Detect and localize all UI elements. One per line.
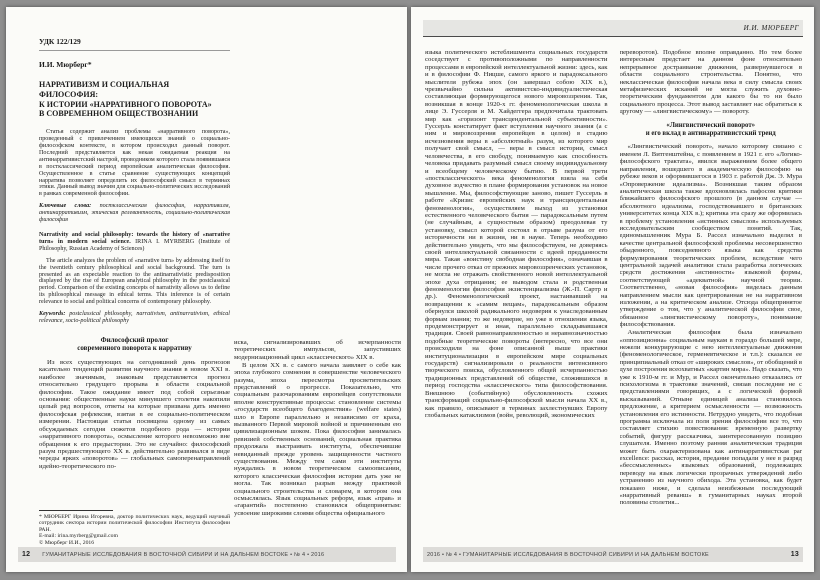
right-page-column-2 bbox=[620, 49, 803, 545]
keywords-english bbox=[39, 311, 230, 325]
page-left bbox=[6, 7, 407, 572]
article-title-line: НАРРАТИВИЗМ И СОЦИАЛЬНАЯ ФИЛОСОФИЯ: bbox=[39, 80, 170, 99]
author-name: И.И. Мюрберг* bbox=[39, 60, 92, 69]
body-paragraph: Аналитическая философия была изначально «оппозиционна» социальным наукам в гораздо большей мере, нежели конкурирующие с нею интеллектуальные движения (феноменологическое, герменевтическое и т.п.): сказался ее принципиальный отказ от «широких смыслов», от обобщений в духе построения всеохватных «картин мира». Надо сказать, что уже к 1910-м гг. и Мур, и Рассел окончательно отказались от психологизма в трактовке значений, связав последние не с представлениями говорящих, а с логической формой высказываний. Отныне единицей анализа становилось предложение, а критерием осмысленности — возможность установления его истинности. Нетрудно увидеть, что подобная программа исключала из поля зрения философии все то, что составляет стихию повествования: временную развертку событий, фигуру рассказчика, заинтересованную позицию слушателя. Именно поэтому ранняя аналитическая традиция может быть охарактеризована как антинарративистская par excellence: рассказ, история, предание попадали у нее в разряд «бессмысленных» языковых образований, подлежащих переводу на язык логически прозрачных утверждений либо устранению из научного обихода. Эта установка, как будет показано ниже, и сделала неизбежным последующий «нарративный реванш» в гуманитарных науках второй половины столетия... bbox=[619, 329, 802, 507]
keywords-english-list: postclassical philosophy, narrativism, antinarrativism, ethical relevance, socio-political philosophy bbox=[39, 311, 230, 324]
footnote-author-info: * МЮРБЕРГ Ирина Игоревна, доктор политических наук, ведущий научный сотрудник сектора истории политической философии Института философии РАН. bbox=[39, 513, 230, 533]
abstract-english: The article analyzes the problem of «narrative turn» by addressing itself to the twentieth century philosophical and social background. The turn is presented as an expectable reaction to the antinarrativistic predisposition displayed by the rise of European analytical philosophy in the postclassical period. Comparison of the existing concepts of narrativity allows us to define its philosophical message in ethical terms. This inference is of certain relevance to social and political concerns of contemporary philosophy. bbox=[39, 257, 230, 306]
abstract-russian: Статья содержит анализ проблемы «нарративного поворота», проведенный с привлечением имеющихся знаний о социально-философском контексте, в котором происходил данный поворот. Последний представляется как некая ожидаемая реакция на антинарративистский настрой, проводником которого стала появившаяся в постклассический период европейская аналитическая философия. Осуществленное в статье сравнение существующих концепций нарратива позволяет определить их философский смысл в терминах этики. Данный вывод значим для социально-политических исследований в рамках современной философии. bbox=[39, 129, 230, 198]
article-title bbox=[39, 80, 230, 119]
page-number: 13 bbox=[790, 551, 799, 558]
udc-code: УДК 122/129 bbox=[39, 37, 81, 46]
article-title-line: В СОВРЕМЕННОМ ОБЩЕСТВОЗНАНИИ bbox=[39, 109, 199, 119]
article-title-english bbox=[39, 232, 230, 253]
article-title-line: К ИСТОРИИ «НАРРАТИВНОГО ПОВОРОТА» bbox=[39, 99, 212, 109]
running-head-band bbox=[423, 20, 803, 37]
footnote bbox=[39, 510, 230, 546]
section-heading-line: современного поворота к нарративу bbox=[77, 344, 192, 353]
footnote-divider bbox=[39, 510, 113, 511]
body-paragraph: Из всех существующих на сегодняшний день прогнозов касательно тенденций развития научного знания в новом XXI в. наиболее значимым, знаковым представляется прогноз относительно грядущего прорыва в области социальной философии. Такое ожидание имеет под собой серьезные основания: общественные науки минувшего столетия накопили целый ряд вопросов, ответы на которые призвана дать именно философская рефлексия, взятая в ее социально-политическом измерении. Настоящая статья посвящена одному из самых обсуждаемых сегодня сюжетов подобного рода — истории «нарративного поворота», осмысление которого невозможно вне обращения к его предыстории. Это не случайно: философский разум предшествующего XX в. действительно развивался в виде череды ярких «поворотов» — глобальных самоперенаправлений идейно-теоретического по- bbox=[39, 359, 230, 470]
footnote-email: E-mail: irina.myrberg@gmail.com bbox=[39, 533, 118, 540]
section-heading bbox=[39, 336, 230, 353]
running-head: И.И. МЮРБЕРГ bbox=[743, 24, 799, 32]
body-paragraph: переворотов). Подобное вполне оправданно. Но тем более интересным предстает на данном фоне относительно непрерывное достраивание движения, развернувшегося в области социального строительства. Понятно, что неклассическая философия начала века в силу смысла своих метафизических исканий не могла служить духовно-теоретическим фундаментом для какого бы то ни было социального процесса. Этот вывод заставляет нас обратиться к другому — «лингвистическому» — повороту. bbox=[619, 49, 802, 116]
right-page-column-1 bbox=[425, 49, 608, 545]
page-footer-left bbox=[18, 547, 396, 562]
keywords-russian-label: Ключевые слова: bbox=[39, 203, 92, 210]
keywords-russian-list: постклассическая философия, нарративизм, антинарративизм, этическая релевантность, социально-политическая философия bbox=[39, 203, 230, 224]
subsection-heading-line: и его вклад в антинарративистский тренд bbox=[645, 130, 776, 138]
article-title-english-text: Narrativity and social philosophy: towards the history of «narrative turn» in modern social science. bbox=[39, 231, 230, 245]
right-page-columns bbox=[425, 49, 802, 545]
journal-title: ГУМАНИТАРНЫЕ ИССЛЕДОВАНИЯ В ВОСТОЧНОЙ СИБИРИ И НА ДАЛЬНЕМ ВОСТОКЕ • № 4 • 2016 bbox=[42, 551, 325, 558]
keywords-english-label: Keywords: bbox=[39, 311, 66, 318]
page-footer-right bbox=[423, 547, 803, 562]
body-paragraph: иска, сигнализировавших об исчерпанности теоретических импульсов, запустивших модернизационный цикл «классического» XIX в. bbox=[234, 339, 401, 361]
page-right bbox=[411, 7, 814, 572]
page-number: 12 bbox=[22, 551, 31, 558]
journal-title: 2016 • № 4 • ГУМАНИТАРНЫЕ ИССЛЕДОВАНИЯ В ВОСТОЧНОЙ СИБИРИ И НА ДАЛЬНЕМ ВОСТОКЕ bbox=[427, 551, 709, 558]
keywords-russian bbox=[39, 203, 230, 224]
subsection-heading bbox=[620, 122, 803, 139]
body-paragraph: «Лингвистический поворот», начало которому связано с именем Л. Витгенштейна, с появлением в 1921 г. его «Логико-философского трактата», явился выражением более общего направления, вошедшего в академическую философию на рубеже веков и оформившегося в 1903 г. работой Дж. Э. Мура «Опровержение идеализма». Возникшая таким образом аналитическая школа также вдохновлялась пафосом критики ближайшего философского прошлого (в данном случае — абсолютного идеализма, господствовавшего в британских университетах конца XIX в.); критика эта сразу же оформилась в проблему установления «истинных смыслов» используемых исследовательским сообществом понятий. Так, единомышленник Мура Б. Рассел изначально выделял в качестве центральной философской проблемы несовершенство обыденного, повседневного языка как средства формулирования теоретических проблем, вследствие чего центральной задачей аналитики стала разработка логических средств достижения «истинности» языковой формы, соответствующей «адекватной» научной теории. Соответственно, «новая философия» виделась данным направлением мысли как центрированная не на нарративном изложении, а на критическом анализе. Отсюда общепринятое утверждение о том, что у аналитической философии свое, обязанное «лингвистическому повороту», понимание философствования. bbox=[619, 143, 802, 329]
section-heading-line: Философский пролог bbox=[100, 335, 169, 344]
subsection-heading-line: «Лингвистический поворот» bbox=[666, 121, 756, 129]
body-paragraph: языка политического истеблишмента социальных государств соседствует с противоположными по направленности процессами в европейской интеллектуальной жизни: здесь, как и в философии Ф. Ницше, самого яркого и парадоксального мыслителя рубежа эпох (он завершал собою XIX в.), чрезвычайно сильна активистско-индивидуалистическая составляющая формирующегося нового мировоззрения. Так, возникшая в конце 1920-х гг. феноменологическая школа в лице Э. Гуссерля и М. Хайдеггера предпочитала трактовать мир как «горизонт трансцендентальной субъективности». Гуссерль констатирует факт вступления научного знания (а с ним и мировоззрения европейцев в целом) в стадию исчезновения веры в «абсолютный» разум, из которого мир получает свой смысл, — веры в смысл истории, смысл человечества, в его свободу, понимаемую как способность человека придавать разумный смысл своему индивидуальному и всеобщему человеческому бытию. В первой трети «постклассического» века феноменология взяла на себя духовное зодчество в плане формирования установок на новое мышление. Мы, философствующие заново, пишет Гуссерль в работе «Кризис европейских наук и трансцендентальная феноменология», осуществляем выход из установки естественного человеческого бытия — парадоксальным путем (не случайным, а сущностным образом) преодолевая ту установку, смысл которой состоял в отрыве разума от его историчности ни в жизни, ни в науке. Теперь необходимо действительно увидеть, что мы философствуем, не доверяясь своей интеллектуальной связанности с идеей предданности мира. Такая «воистину свободная философия», означавшая в числе прочего отказ от прежних мировоззренческих установок, не могла не отражать свойственного новой интеллектуальной эпохе духа отрицания; ее выводом стала и родственная феноменологии философия экзистенциализма (Ж.-П. Сартр и др.). Феноменологический проект, настаивавший на возвращении к «самим вещам», парадоксальным образом обернулся школой радикального недоверия к унаследованным формам знания; то же недоверие, но уже в отношении языка, продемонстрирует и иная, параллельно складывавшаяся традиция. Своей равнонаправленностью и неравнозначностью подобные теоретические повороты (интересно, что все они происходили на фоне описанной выше практики институционализации в европейском мире социальных государств) сигнализировали о реальности интенсивного творческого поиска, обусловленного общей исчерпанностью традиционных представлений об обществе, сложившихся в период господства «классического» типа философствования. Внешнюю (событийную) обусловленность схожих трансформаций социально-философской мысли начала XX в., как правило, описывают в терминах захлестнувших Европу глобальных катаклизмов (войн, революций, экономических bbox=[425, 49, 608, 419]
author-english: IRINA I. MYRBERG (Institute of Philosophy, Russian Academy of Sciences) bbox=[39, 238, 230, 252]
udc-divider bbox=[39, 50, 230, 51]
footnote-copyright: © Мюрберг И.И., 2016 bbox=[39, 539, 95, 546]
body-paragraph: В целом XX в. с самого начала заявляет о себе как эпоха глубокого сомнения в совершенстве человеческого разума, эпоха пересмотра просветительских представлений о прогрессе. Показательно, что социальным разочарованиям европейцев сопутствовали вполне конструктивные процессы: становление системы «государств всеобщего благоденствия» (welfare states) шло в Европе параллельно и независимо от краха, вызванного Первой мировой войной и причиненным ею цивилизационным шоком. Пока философия занималась ревизией собственных оснований, социальная практика продолжала выстраивать институты, обеспечившие невиданный прежде уровень защищенности частного существования. Между тем сами эти институты нуждались в новом теоретическом самоописании, которого классическая философия истории дать уже не могла. Так возникал разрыв между практикой социального строительства и словарем, в котором она осмыслялась. Язык социальных реформ, язык «прав» и «гарантий» постепенно становился общепринятым: усвоение широкими слоями общества официального bbox=[234, 361, 401, 517]
left-page-body-column bbox=[234, 339, 401, 517]
left-page-meta-column bbox=[39, 37, 230, 470]
